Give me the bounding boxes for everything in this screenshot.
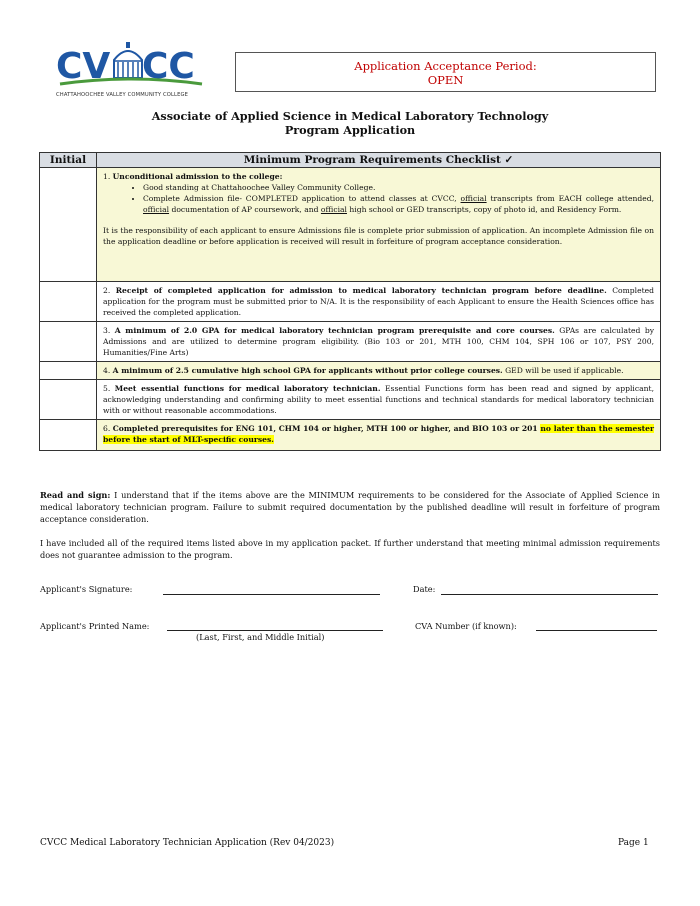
item-number: 5. xyxy=(103,384,111,393)
requirement-cell xyxy=(97,380,661,420)
initial-cell[interactable] xyxy=(40,282,97,322)
table-row xyxy=(40,168,661,282)
date-line[interactable] xyxy=(441,594,658,595)
logo-graphic xyxy=(56,40,206,92)
initial-cell[interactable] xyxy=(40,380,97,420)
applicant-signature-label: Applicant's Signature: xyxy=(40,584,133,594)
initial-cell[interactable] xyxy=(40,420,97,451)
cva-number-label: CVA Number (if known): xyxy=(415,621,517,631)
item-deadline-highlight: no later than the semester before the start of MLT-specific courses. xyxy=(103,424,654,444)
initial-cell[interactable] xyxy=(40,362,97,380)
included-items-paragraph: I have included all of the required items listed above in my application packet. If further understand that meeting minimal admission requirements does not guarantee admission to the program. xyxy=(40,538,660,560)
item-body: Completed application for the program must be submitted prior to N/A. It is the responsibility of each Applicant to ensure the Health Sciences office has received the completed application. xyxy=(103,286,654,317)
item-number: 2. xyxy=(103,286,111,295)
logo-letters-right: CC xyxy=(142,46,195,87)
item-number: 6. xyxy=(103,424,111,433)
header-checklist-label: Minimum Program Requirements Checklist xyxy=(243,154,501,166)
college-logo xyxy=(56,40,206,102)
table-row xyxy=(40,420,661,451)
acceptance-period-label: Application Acceptance Period: xyxy=(354,59,537,73)
item-number: 1. xyxy=(103,172,111,181)
item-body: Essential Functions form has been read and signed by applicant, acknowledging understanding and confirming ability to meet essential functions and technical standards for medical laboratory technician with or without reasonable accommodations. xyxy=(103,384,654,415)
date-label: Date: xyxy=(413,584,436,594)
item-heading: A minimum of 2.0 GPA for medical laboratory technician program prerequisite and core courses. xyxy=(114,326,555,335)
title-line-2: Program Application xyxy=(284,122,416,137)
requirement-cell xyxy=(97,322,661,362)
title-line-1: Associate of Applied Science in Medical Laboratory Technology xyxy=(151,109,549,123)
item-heading: Receipt of completed application for admission to medical laboratory technician program before deadline. xyxy=(115,286,607,295)
table-row xyxy=(40,362,661,380)
item-number: 4. xyxy=(103,366,111,375)
item-heading: Unconditional admission to the college: xyxy=(112,172,283,181)
item-body: GPAs are calculated by Admissions and are utilized to determine program eligibility. (Bio 103 or 201, MTH 100, CHM 104, SPH 106 or 107, PSY 200, Humanities/Fine Arts) xyxy=(103,326,654,357)
read-and-sign-paragraph xyxy=(40,489,660,525)
item-heading: A minimum of 2.5 cumulative high school GPA for applicants without prior college courses. xyxy=(112,366,503,375)
item-note: It is the responsibility of each applicant to ensure Admissions file is complete prior submission of application. An incomplete Admission file on the application deadline or before application is received will result in forfeiture of program acceptance consideration. xyxy=(103,226,654,246)
read-and-sign-text: I understand that if the items above are the MINIMUM requirements to be considered for the Associate of Applied Science in medical laboratory technician program. Failure to submit required documentation by the published deadline will result in forfeiture of program acceptance consideration. xyxy=(40,490,660,524)
item-number: 3. xyxy=(103,326,111,335)
list-item: • Complete Admission file- COMPLETED application to attend classes at CVCC, official transcripts from EACH college attended, official documentation of AP coursework, and official high school or GED transcripts, copy of photo id, and Residency Form. xyxy=(143,193,654,215)
initial-cell[interactable] xyxy=(40,322,97,362)
requirement-cell xyxy=(97,168,661,282)
item-body: GED will be used if applicable. xyxy=(502,366,624,375)
item-heading: Completed prerequisites for ENG 101, CHM 104 or higher, MTH 100 or higher, and BIO 103 or 201 xyxy=(112,424,541,433)
footer-page-number: Page 1 xyxy=(618,838,649,848)
printed-name-label: Applicant's Printed Name: xyxy=(40,621,150,631)
printed-name-hint: (Last, First, and Middle Initial) xyxy=(196,632,325,642)
table-row xyxy=(40,380,661,420)
requirement-cell xyxy=(97,420,661,451)
page-title xyxy=(0,110,700,137)
check-mark-icon: ✓ xyxy=(504,154,514,166)
header-checklist xyxy=(97,153,661,168)
acceptance-period-box xyxy=(235,52,656,92)
logo-tagline: CHATTAHOOCHEE VALLEY COMMUNITY COLLEGE xyxy=(56,92,189,98)
list-item: • Good standing at Chattahoochee Valley Community College. xyxy=(143,182,654,193)
table-row xyxy=(40,322,661,362)
cva-number-line[interactable] xyxy=(536,630,657,631)
footer-document-title: CVCC Medical Laboratory Technician Application (Rev 04/2023) xyxy=(40,838,335,848)
logo-letters-left: CV xyxy=(56,46,111,87)
acceptance-period-status: OPEN xyxy=(427,73,464,87)
table-header-row xyxy=(40,153,661,168)
requirements-checklist-table xyxy=(39,152,661,451)
bullet-list xyxy=(103,182,654,215)
building-icon xyxy=(114,42,142,78)
requirement-cell xyxy=(97,282,661,322)
table-row xyxy=(40,282,661,322)
header-initial: Initial xyxy=(40,153,97,168)
applicant-signature-line[interactable] xyxy=(163,594,380,595)
initial-cell[interactable] xyxy=(40,168,97,282)
requirement-cell xyxy=(97,362,661,380)
read-and-sign-label: Read and sign: xyxy=(40,490,111,500)
item-heading: Meet essential functions for medical laboratory technician. xyxy=(114,384,381,393)
